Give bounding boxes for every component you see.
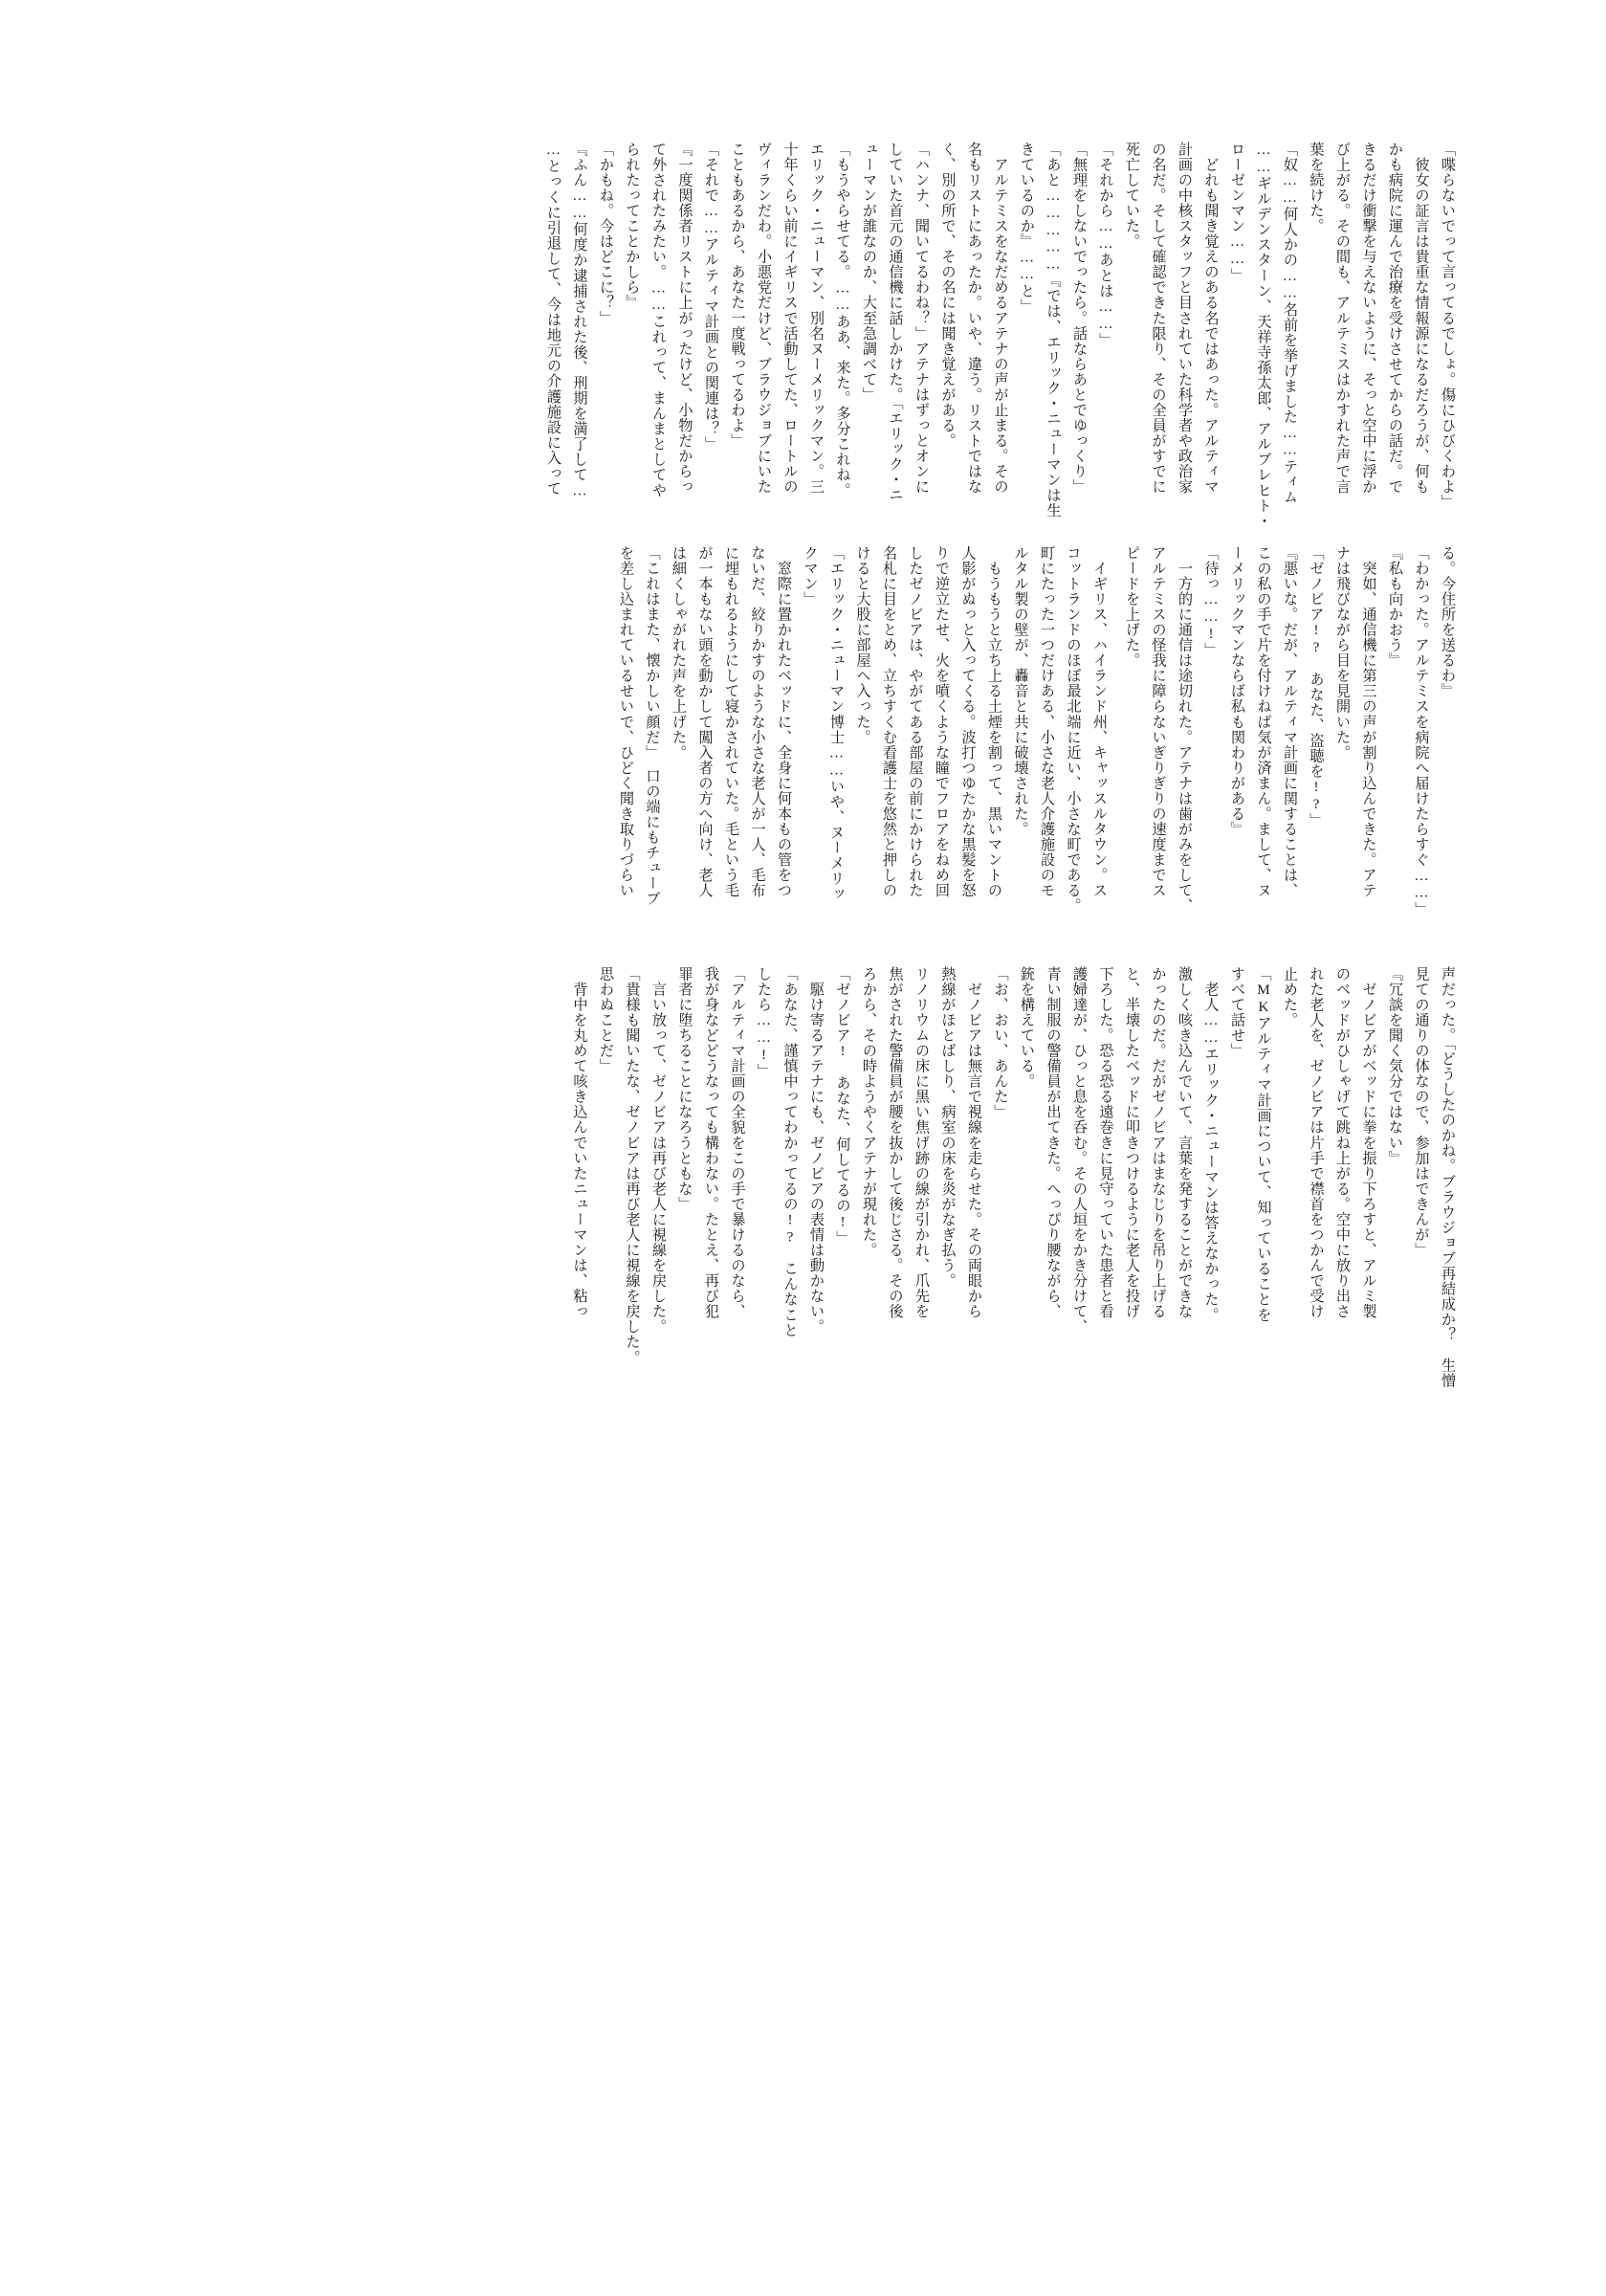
text-line: く、別の所で、その名には聞き覚えがある。 bbox=[939, 142, 957, 449]
text-line: ……ギルデンスターン、天祥寺孫太郎、アルブレヒト・ bbox=[1255, 142, 1272, 529]
text-line: と、半壊したベッドに叩きつけるように老人を投げ bbox=[1124, 966, 1140, 1319]
text-line: コットランドのほぼ最北端に近い、小さな町である。 bbox=[1065, 545, 1082, 914]
text-line: 「わかった。アルテミスを病院へ届けたらすぐ……」 bbox=[1413, 545, 1430, 917]
text-line: 「もうやらせてる。……ああ、来た。多分これね。 bbox=[834, 142, 851, 498]
text-line: 「無理をしないでったら。話ならあとでゆっくり」 bbox=[1071, 142, 1088, 495]
text-line: アルテミスの怪我に障らないぎりぎりの速度までス bbox=[1150, 545, 1167, 898]
text-line: したゼノビアは、やがてある部屋の前にかけられた bbox=[907, 545, 924, 898]
text-line: 「それから……あとは……」 bbox=[1097, 142, 1114, 348]
text-line: 『悪いな。だが、アルティマ計画に関することは、 bbox=[1282, 545, 1298, 898]
text-line: ろから、その時ようやくアテナが現れた。 bbox=[861, 966, 877, 1258]
text-line: 「お、おい、あんた」 bbox=[992, 966, 1009, 1120]
text-line: 駆け寄るアテナにも、ゼノビアの表情は動かない。 bbox=[808, 966, 825, 1335]
text-line: 声だった。「どうしたのかね。ブラウジョブ再結成か？ 生憎 bbox=[1440, 966, 1456, 1389]
lower-text-block bbox=[563, 966, 1458, 1389]
text-line: のベッドがひしゃげて跳ね上がる。空中に放り出さ bbox=[1334, 966, 1351, 1319]
text-line: 名札に目をとめ、立ちすくむ看護士を悠然と押しの bbox=[881, 545, 897, 898]
text-line: かったのだ。だがゼノビアはまなじりを吊り上げる bbox=[1150, 966, 1167, 1319]
middle-text-block bbox=[610, 545, 1459, 957]
text-line: 「あなた、謹慎中ってわかってるの!? こんなこと bbox=[781, 966, 799, 1338]
text-line: ないだ、絞りかすのような小さな老人が一人、毛布 bbox=[749, 545, 766, 898]
text-line: 背中を丸めて咳き込んでいたニューマンは、粘っ bbox=[571, 966, 588, 1319]
text-line: 罪者に堕ちることになろうともな」 bbox=[676, 966, 693, 1212]
text-line: ゼノビアがベッドに拳を振り下ろすと、アルミ製 bbox=[1360, 966, 1377, 1319]
text-line: 「ゼノビア! あなた、何してるの!」 bbox=[834, 966, 851, 1247]
text-line: 死亡していた。 bbox=[1124, 142, 1140, 250]
text-line: …とっくに引退して、今は地元の介護施設に入って bbox=[545, 142, 561, 497]
text-line: を差し込まれているせいで、ひどく聞き取りづらい bbox=[618, 545, 634, 898]
text-line: 「喋らないでって言ってるでしょ。傷にひびくわよ」 bbox=[1440, 142, 1456, 510]
text-line: 「待っ……!」 bbox=[1202, 545, 1220, 658]
text-line: に埋もれるようにして寝かされていた。毛という毛 bbox=[723, 545, 739, 898]
text-line: 計画の中核スタッフと目されていた科学者や政治家 bbox=[1177, 142, 1193, 495]
text-line: ーメリックマンならば私も関わりがある』 bbox=[1229, 545, 1245, 837]
text-line: 名もリストにあったか。いや、違う。リストではな bbox=[966, 142, 982, 495]
text-line: 激しく咳き込んでいて、言葉を発することができな bbox=[1177, 966, 1193, 1319]
text-line: ヴィランだわ。小悪党だけど、ブラウジョブにいた bbox=[756, 142, 772, 495]
text-line: イギリス、ハイランド州、キャッスルタウン。ス bbox=[1091, 545, 1108, 898]
text-line: きているのか』……と」 bbox=[1019, 142, 1035, 314]
text-line: もうもうと立ち上る土煙を割って、黒いマントの bbox=[986, 545, 1002, 898]
text-line: すべて話せ」 bbox=[1229, 966, 1245, 1059]
text-line: 下ろした。恐る恐る遠巻きに見守っていた患者と看 bbox=[1097, 966, 1114, 1319]
text-line: は細くしゃがれた声を上げた。 bbox=[671, 545, 687, 761]
text-line: 「奴……何人かの……名前を挙げました……ティム bbox=[1282, 142, 1298, 505]
text-line: 「それで……アルティマ計画との関連は？」 bbox=[703, 142, 719, 453]
text-line: 町にたった一つだけある、小さな老人介護施設のモ bbox=[1039, 545, 1055, 898]
text-line: 「かもね。今はどこに？」 bbox=[598, 142, 614, 326]
text-line: 「これはまた、懐かしい顔だ」 口の端にもチューブ bbox=[644, 545, 661, 907]
text-line: したら……!」 bbox=[756, 966, 772, 1079]
text-line: 「あと……………『では、エリック・ニューマンは生 bbox=[1045, 142, 1062, 519]
text-line: 『ふん……何度か逮捕された後、刑期を満了して… bbox=[571, 142, 588, 500]
text-line: こともあるから、あなた一度戦ってるわよ」 bbox=[729, 142, 746, 449]
text-line: ューマンが誰なのか、大至急調べて」 bbox=[861, 142, 877, 403]
text-line: 「ハンナ、聞いてるわね？」アテナはずっとオンに bbox=[913, 142, 930, 495]
text-line: エリック・ニューマン、別名ヌーメリックマン。三 bbox=[808, 142, 825, 495]
text-line: ゼノビアは無言で視線を走らせた。その両眼から bbox=[966, 966, 982, 1319]
text-line: りで逆立たせ、火を噴くような瞳でフロアをねめ回 bbox=[934, 545, 950, 898]
text-line: ピードを上げた。 bbox=[1124, 545, 1140, 669]
text-line: る。今住所を送るわ』 bbox=[1440, 545, 1456, 699]
text-line: ナは飛びながら目を見開いた。 bbox=[1334, 545, 1351, 761]
text-line: していた首元の通信機に話しかけた。「エリック・ニ bbox=[887, 142, 904, 503]
text-line: び上がる。その間も、アルテミスはかすれた声で言 bbox=[1334, 142, 1351, 495]
text-line: 「貴様も聞いたな、ゼノビアは再び老人に視線を戻した。 bbox=[624, 966, 641, 1365]
text-line: 我が身などどうなっても構わない。たとえ、再び犯 bbox=[703, 966, 719, 1319]
text-line: どれも聞き覚えのある名ではあった。アルティマ bbox=[1202, 142, 1220, 495]
text-line: の名だ。そして確認できた限り、その全員がすでに bbox=[1150, 142, 1167, 495]
text-line: 『一度関係者リストに上がったけど、小物だからっ bbox=[676, 142, 693, 495]
text-line: られたってことかしら』 bbox=[624, 142, 641, 311]
text-line: 思わぬことだ」 bbox=[598, 966, 614, 1074]
text-line: 「エリック・ニューマン博士……いや、ヌーメリッ bbox=[828, 545, 845, 902]
text-line: 葉を続けた。 bbox=[1308, 142, 1325, 234]
text-line: 『私も向かおう』 bbox=[1387, 545, 1403, 669]
text-line: 突如、通信機に第三の声が割り込んできた。アテ bbox=[1360, 545, 1377, 898]
text-line: て外されたみたい。……これって、まんまとしてや bbox=[650, 142, 667, 498]
text-line: この私の手で片を付けねば気が済まん。まして、ヌ bbox=[1255, 545, 1272, 898]
text-line: きるだけ衝撃を与えないように、そっと空中に浮か bbox=[1360, 142, 1377, 495]
text-line: ルタル製の壁が、轟音と共に破壊された。 bbox=[1012, 545, 1029, 837]
text-line: 『冗談を聞く気分ではない』 bbox=[1387, 966, 1403, 1166]
text-line: 人影がぬっと入ってくる。波打つゆたかな黒髪を怒 bbox=[959, 545, 977, 898]
text-line: 「MKアルティマ計画について、知っていることを bbox=[1255, 966, 1272, 1323]
text-line: 止めた。 bbox=[1282, 966, 1298, 1028]
text-line: 青い制服の警備員が出てきた。へっぴり腰ながら、 bbox=[1045, 966, 1062, 1319]
text-line: ローゼンマン……」 bbox=[1229, 142, 1245, 283]
text-line: れた老人を、ゼノビアは片手で襟首をつかんで受け bbox=[1308, 966, 1325, 1319]
text-line: 彼女の証言は貴重な情報源になるだろうが、何も bbox=[1413, 142, 1430, 495]
text-line: 一方的に通信は途切れた。アテナは歯がみをして、 bbox=[1177, 545, 1193, 914]
text-line: 見ての通りの体なので、参加はできんが」 bbox=[1413, 966, 1430, 1258]
text-line: 十年くらい前にイギリスで活動してた、ロートルの bbox=[781, 142, 799, 495]
text-line: かも病院に運んで治療を受けさせてからの話だ。で bbox=[1387, 142, 1403, 495]
text-line: 老人……エリック・ニューマンは答えなかった。 bbox=[1202, 966, 1220, 1323]
text-line: 護婦達が、ひっと息を呑む。その人垣をかき分けて、 bbox=[1071, 966, 1088, 1335]
text-line: アルテミスをなだめるアテナの声が止まる。その bbox=[992, 142, 1009, 495]
text-line: クマン」 bbox=[802, 545, 819, 607]
text-line: 熱線がほとばしり、病室の床を炎がなぎ払う。 bbox=[939, 966, 957, 1289]
text-line: 「ゼノビア!? あなた、盗聴を!?」 bbox=[1308, 545, 1325, 828]
text-line: 銃を構えている。 bbox=[1019, 966, 1035, 1090]
text-line: 「アルティマ計画の全貌をこの手で暴けるのなら、 bbox=[729, 966, 746, 1319]
text-line: 焦がされた警備員が腰を抜かして後じさる。その後 bbox=[887, 966, 904, 1319]
text-line: 言い放って、ゼノビアは再び老人に視線を戻した。 bbox=[650, 966, 667, 1335]
text-line: リノリウムの床に黒い焦げ跡の線が引かれ、爪先を bbox=[913, 966, 930, 1319]
text-line: 窓際に置かれたベッドに、全身に何本もの管をつ bbox=[776, 545, 792, 898]
text-line: が一本もない頭を動かして闖入者の方へ向け、老人 bbox=[696, 545, 714, 898]
text-line: けると大股に部屋へ入った。 bbox=[854, 545, 871, 745]
